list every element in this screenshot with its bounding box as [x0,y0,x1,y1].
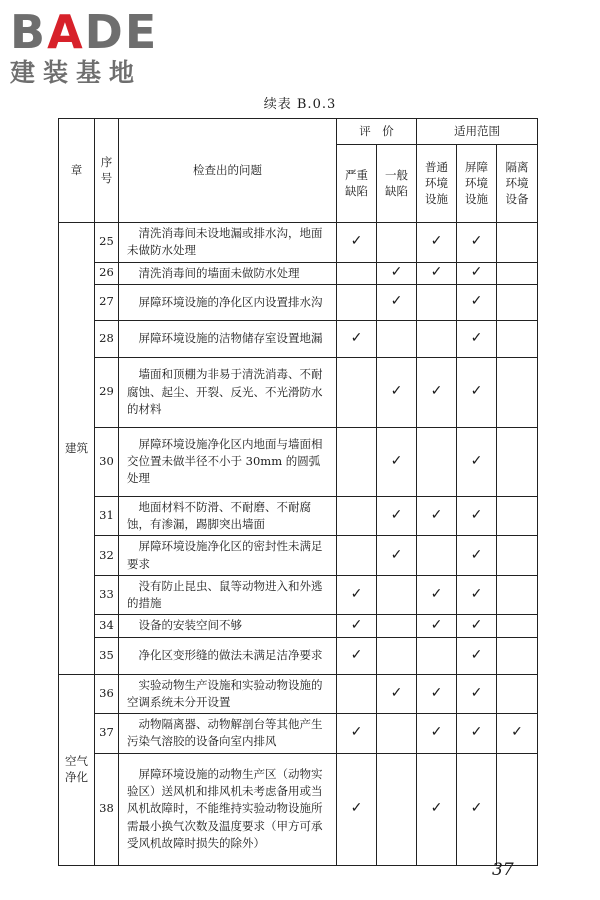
header-chapter: 章 [59,119,95,223]
check-mark-icon: ✓ [470,383,483,400]
check-mark-icon: ✓ [470,264,483,281]
problem-cell: 净化区变形缝的做法未满足洁净要求 [119,637,337,674]
problem-cell: 屏障环境设施的净化区内设置排水沟 [119,284,337,320]
isolation-cell [497,637,538,674]
normal-cell [417,575,457,615]
problem-cell: 清洗消毒间未设地漏或排水沟，地面未做防水处理 [119,223,337,263]
general-cell [377,496,417,536]
seq-cell: 38 [95,753,119,865]
check-mark-icon: ✓ [390,293,403,310]
table-row [59,357,538,427]
isolation-cell [497,674,538,714]
isolation-cell [497,357,538,427]
general-cell [377,427,417,496]
general-cell [377,223,417,263]
header-normal: 普通环境设施 [417,145,457,223]
isolation-cell [497,262,538,284]
table-row [59,714,538,754]
barrier-cell [457,223,497,263]
barrier-cell [457,496,497,536]
table-row [59,674,538,714]
table-row [59,427,538,496]
severe-cell [337,320,377,357]
header-general: 一般缺陷 [377,145,417,223]
general-cell [377,262,417,284]
check-mark-icon: ✓ [430,507,443,524]
logo-text-before: B [10,5,48,59]
severe-cell [337,284,377,320]
isolation-cell [497,223,538,263]
normal-cell [417,320,457,357]
isolation-cell [497,284,538,320]
problem-cell: 实验动物生产设施和实验动物设施的空调系统未分开设置 [119,674,337,714]
header-severe: 严重缺陷 [337,145,377,223]
table-row [59,284,538,320]
problem-cell: 动物隔离器、动物解剖台等其他产生污染气溶胶的设备向室内排风 [119,714,337,754]
table-row [59,320,538,357]
normal-cell [417,536,457,576]
isolation-cell [497,575,538,615]
chapter-cell: 空气净化 [59,674,95,865]
logo-wordmark [10,6,180,58]
severe-cell [337,753,377,865]
check-mark-icon: ✓ [430,800,443,817]
severe-cell [337,536,377,576]
check-mark-icon: ✓ [390,452,403,469]
seq-cell: 25 [95,223,119,263]
header-seq: 序号 [95,119,119,223]
check-mark-icon: ✓ [390,546,403,563]
chapter-cell: 建筑 [59,223,95,675]
severe-cell [337,637,377,674]
severe-cell [337,427,377,496]
seq-cell: 33 [95,575,119,615]
logo-subtitle: 建装基地 [10,58,143,87]
seq-cell: 28 [95,320,119,357]
barrier-cell [457,536,497,576]
seq-cell: 27 [95,284,119,320]
check-mark-icon: ✓ [350,233,363,250]
check-mark-icon: ✓ [470,684,483,701]
general-cell [377,753,417,865]
problem-cell: 设备的安装空间不够 [119,615,337,637]
severe-cell [337,575,377,615]
isolation-cell [497,615,538,637]
general-cell [377,575,417,615]
problem-cell: 没有防止昆虫、鼠等动物进入和外逃的措施 [119,575,337,615]
logo-text-after: DE [84,5,159,59]
normal-cell [417,357,457,427]
check-mark-icon: ✓ [390,383,403,400]
page-number: 37 [492,860,514,880]
barrier-cell [457,753,497,865]
check-mark-icon: ✓ [430,586,443,603]
seq-cell: 31 [95,496,119,536]
problem-cell: 清洗消毒间的墙面未做防水处理 [119,262,337,284]
check-mark-icon: ✓ [470,233,483,250]
severe-cell [337,262,377,284]
header-scope: 适用范围 [417,119,538,145]
check-mark-icon: ✓ [390,264,403,281]
general-cell [377,284,417,320]
check-mark-icon: ✓ [350,724,363,741]
general-cell [377,320,417,357]
problem-cell: 地面材料不防滑、不耐磨、不耐腐蚀，有渗漏，踢脚突出墙面 [119,496,337,536]
table-caption: 续表 B.0.3 [263,97,337,112]
normal-cell [417,674,457,714]
normal-cell [417,637,457,674]
check-mark-icon: ✓ [430,383,443,400]
check-mark-icon: ✓ [470,452,483,469]
normal-cell [417,262,457,284]
problem-cell: 屏障环境设施的洁物储存室设置地漏 [119,320,337,357]
barrier-cell [457,357,497,427]
logo [10,6,180,94]
seq-cell: 29 [95,357,119,427]
normal-cell [417,753,457,865]
barrier-cell [457,427,497,496]
barrier-cell [457,575,497,615]
table-row [59,536,538,576]
seq-cell: 35 [95,637,119,674]
table-row [59,615,538,637]
normal-cell [417,284,457,320]
header-problem: 检查出的问题 [119,119,337,223]
check-mark-icon: ✓ [430,724,443,741]
table-row [59,223,538,263]
isolation-cell [497,320,538,357]
logo-text-accent: A [47,5,85,59]
seq-cell: 36 [95,674,119,714]
problem-cell: 屏障环境设施的动物生产区（动物实验区）送风机和排风机未考虑备用或当风机故障时，不能维持实验动物设施所需最小换气次数及温度要求（甲方可承受风机故障时损失的除外） [119,753,337,865]
check-mark-icon: ✓ [470,586,483,603]
isolation-cell [497,536,538,576]
general-cell [377,536,417,576]
problem-cell: 屏障环境设施净化区内地面与墙面相交位置未做半径不小于 30mm 的圆弧处理 [119,427,337,496]
general-cell [377,714,417,754]
general-cell [377,637,417,674]
barrier-cell [457,320,497,357]
table-row [59,496,538,536]
normal-cell [417,223,457,263]
check-mark-icon: ✓ [470,293,483,310]
check-mark-icon: ✓ [430,684,443,701]
check-mark-icon: ✓ [430,264,443,281]
check-mark-icon: ✓ [470,617,483,634]
isolation-cell [497,753,538,865]
check-mark-icon: ✓ [350,646,363,663]
check-mark-icon: ✓ [430,233,443,250]
general-cell [377,615,417,637]
normal-cell [417,496,457,536]
check-mark-icon: ✓ [470,646,483,663]
barrier-cell [457,714,497,754]
header-isolation: 隔离环境设备 [497,145,538,223]
severe-cell [337,496,377,536]
table-row [59,575,538,615]
problem-cell: 屏障环境设施净化区的密封性未满足要求 [119,536,337,576]
check-mark-icon: ✓ [430,617,443,634]
barrier-cell [457,284,497,320]
seq-cell: 26 [95,262,119,284]
seq-cell: 34 [95,615,119,637]
check-mark-icon: ✓ [350,617,363,634]
normal-cell [417,615,457,637]
barrier-cell [457,637,497,674]
barrier-cell [457,674,497,714]
check-mark-icon: ✓ [511,724,523,741]
severe-cell [337,223,377,263]
barrier-cell [457,262,497,284]
inspection-table [58,118,538,866]
check-mark-icon: ✓ [470,507,483,524]
check-mark-icon: ✓ [470,329,483,346]
header-evaluation: 评 价 [337,119,417,145]
table-row [59,262,538,284]
isolation-cell [497,496,538,536]
table-row [59,753,538,865]
normal-cell [417,427,457,496]
seq-cell: 37 [95,714,119,754]
severe-cell [337,714,377,754]
table-row [59,637,538,674]
problem-cell: 墙面和顶棚为非易于清洗消毒、不耐腐蚀、起尘、开裂、反光、不光滑防水的材料 [119,357,337,427]
severe-cell [337,357,377,427]
barrier-cell [457,615,497,637]
check-mark-icon: ✓ [390,507,403,524]
isolation-cell [497,427,538,496]
check-mark-icon: ✓ [470,724,483,741]
seq-cell: 30 [95,427,119,496]
check-mark-icon: ✓ [350,586,363,603]
check-mark-icon: ✓ [470,546,483,563]
severe-cell [337,615,377,637]
check-mark-icon: ✓ [350,329,363,346]
isolation-cell [497,714,538,754]
general-cell [377,357,417,427]
check-mark-icon: ✓ [470,800,483,817]
seq-cell: 32 [95,536,119,576]
normal-cell [417,714,457,754]
severe-cell [337,674,377,714]
general-cell [377,674,417,714]
header-barrier: 屏障环境设施 [457,145,497,223]
check-mark-icon: ✓ [350,800,363,817]
table-body [59,223,538,866]
check-mark-icon: ✓ [390,684,403,701]
